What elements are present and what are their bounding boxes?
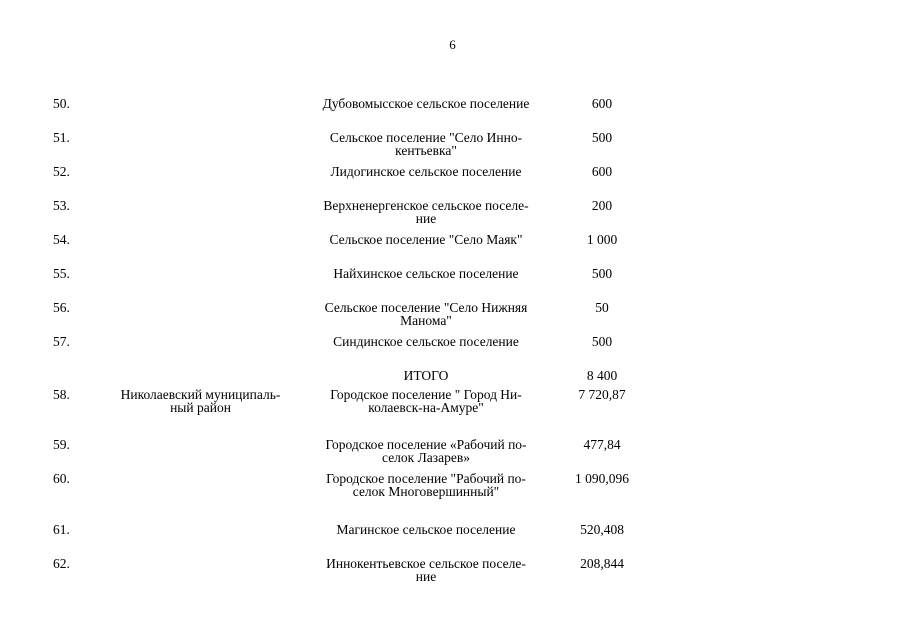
settlement-name: Синдинское сельское поселение [333,334,519,349]
row-number: 50. [53,96,70,111]
amount-value: 208,844 [580,556,624,571]
amount-value: 500 [591,334,613,349]
settlement-name: Городское поселение «Рабочий по- селок Лазарев» [325,437,527,465]
total-amount: 8 400 [586,368,618,383]
district-name: Николаевский муниципаль- ный район [120,387,281,415]
settlement-name: Сельское поселение "Село Нижняя Манома" [324,300,528,328]
amount-value: 200 [591,198,613,213]
amount-value: 50 [595,300,609,315]
row-number: 55. [53,266,70,281]
settlement-name: Верхненергенское сельское поселе- ние [323,198,529,226]
row-number: 51. [53,130,70,145]
row-number: 60. [53,471,70,486]
settlement-name: Сельское поселение "Село Маяк" [329,232,523,247]
settlement-name: Городское поселение "Рабочий по- селок Многовершинный" [326,471,526,499]
settlement-name: Городское поселение " Город Ни- колаевск-на-Амуре" [330,387,522,415]
settlement-name: Сельское поселение "Село Инно- кентьевка" [329,130,523,158]
page-number: 6 [449,37,456,52]
row-number: 53. [53,198,70,213]
amount-value: 500 [591,266,613,281]
settlement-name: Дубовомысское сельское поселение [322,96,530,111]
amount-value: 600 [591,164,613,179]
row-number: 54. [53,232,70,247]
settlement-name: Магинское сельское поселение [336,522,516,537]
row-number: 52. [53,164,70,179]
amount-value: 600 [591,96,613,111]
amount-value: 500 [591,130,613,145]
total-label: ИТОГО [403,368,449,383]
row-number: 62. [53,556,70,571]
settlement-name: Найхинское сельское поселение [333,266,519,281]
settlement-name: Иннокентьевское сельское поселе- ние [326,556,526,584]
row-number: 59. [53,437,70,452]
amount-value: 477,84 [583,437,621,452]
row-number: 57. [53,334,70,349]
amount-value: 7 720,87 [578,387,626,402]
amount-value: 1 090,096 [575,471,629,486]
amount-value: 1 000 [586,232,618,247]
row-number: 61. [53,522,70,537]
row-number: 56. [53,300,70,315]
settlement-name: Лидогинское сельское поселение [330,164,522,179]
amount-value: 520,408 [580,522,624,537]
row-number: 58. [53,387,70,402]
